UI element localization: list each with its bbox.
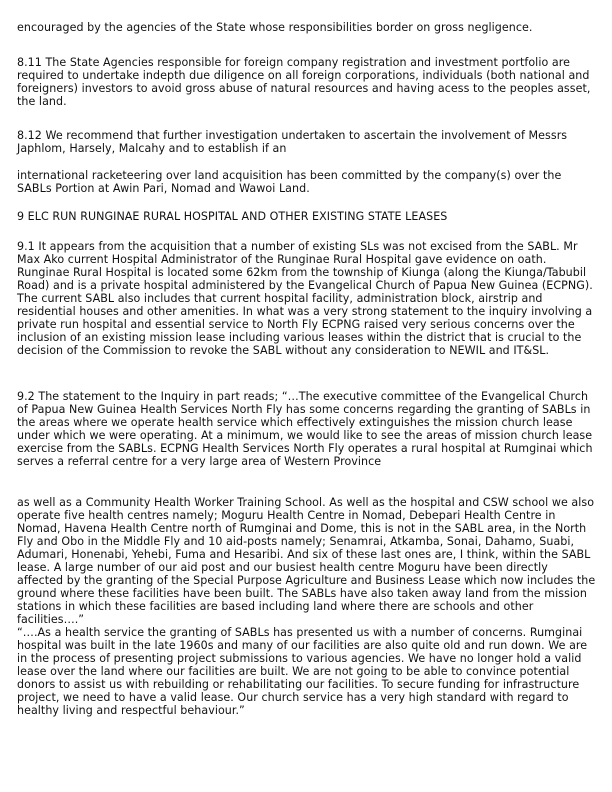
paragraph-8-12-continued: international racketeering over land acquisition has been committed by the company(s) over the SABLs Portion at Awin Pari, Nomad and Wawoi Land. <box>17 169 562 195</box>
paragraph-intro-fragment: encouraged by the agencies of the State whose responsibilities border on gross negligence. <box>17 21 533 34</box>
paragraph-9-2-continued: as well as a Community Health Worker Training School. As well as the hospital and CSW school we also operate five health centres namely; Moguru Health Centre in Nomad, Debepari Health Centre in Nomad, Havena Health Centre north of Rumginai and Dome, this is not in the SABL area, in the North Fly and Obo in the Middle Fly and 10 aid-posts namely; Senamrai, Atkamba, Sonai, Dahamo, Suabi, Adumari, Honenabi, Yehebi, Fuma and Hesaribi. And six of these last ones are, I think, within the SABL lease. A large number of our aid post and our busiest health centre Moguru have been directly affected by the granting of the Special Purpose Agriculture and Business Lease which now includes the ground where these facilities have been built. The SABLs have also taken away land from the mission stations in which these facilities are based including land where there are schools and other facilities….” <box>17 496 596 626</box>
paragraph-8-11: 8.11 The State Agencies responsible for foreign company registration and investment portfolio are required to undertake indepth due diligence on all foreign corporations, individuals (both national and foreigners) investors to avoid gross abuse of natural resources and having acess to the peoples asset, the land. <box>17 56 591 108</box>
paragraph-9-2: 9.2 The statement to the Inquiry in part reads; “…The executive committee of the Evangelical Church of Papua New Guinea Health Services North Fly has some concerns regarding the granting of SABLs in the areas where we operate health service which effectively extinguishes the mission church lease under which we were operating. At a minimum, we would like to see the areas of mission church lease exercise from the SABLs. ECPNG Health Services North Fly operates a rural hospital at Rumginai which serves a referral centre for a very large area of Western Province <box>17 390 593 468</box>
paragraph-quote-health-service: “….As a health service the granting of SABLs has presented us with a number of concerns. Rumginai hospital was built in the late 1960s and many of our facilities are also quite old and run down. We are in the process of presenting project submissions to various agencies. We have no longer hold a valid lease over the land where our facilities are built. We are not going to be able to convince potential donors to assist us with rebuilding or rehabilitating our facilities. To secure funding for infrastructure project, we need to have a valid lease. Our church service has a very high standard with regard to healthy living and respectful behaviour.” <box>17 626 588 717</box>
paragraph-8-12: 8.12 We recommend that further investigation undertaken to ascertain the involvement of Messrs Japhlom, Harsely, Malcahy and to establish if an <box>17 129 568 155</box>
paragraph-9-1: 9.1 It appears from the acquisition that a number of existing SLs was not excised from the SABL. Mr Max Ako current Hospital Administrator of the Runginae Rural Hospital gave evidence on oath. Runginae Rural Hospital is located some 62km from the township of Kiunga (along the Kiunga/Tabubil Road) and is a private hospital administered by the Evangelical Church of Papua New Guinea (ECPNG). The current SABL also includes that current hospital facility, administration block, airstrip and residential houses and other amenities. In what was a very strong statement to the inquiry involving a private run hospital and essential service to North Fly ECPNG raised very serious concerns over the inclusion of an existing mission lease including various leases within the district that is crucial to the decision of the Commission to revoke the SABL without any consideration to NEWIL and IT&SL. <box>17 240 593 357</box>
section-heading-9: 9 ELC RUN RUNGINAE RURAL HOSPITAL AND OTHER EXISTING STATE LEASES <box>17 210 448 223</box>
